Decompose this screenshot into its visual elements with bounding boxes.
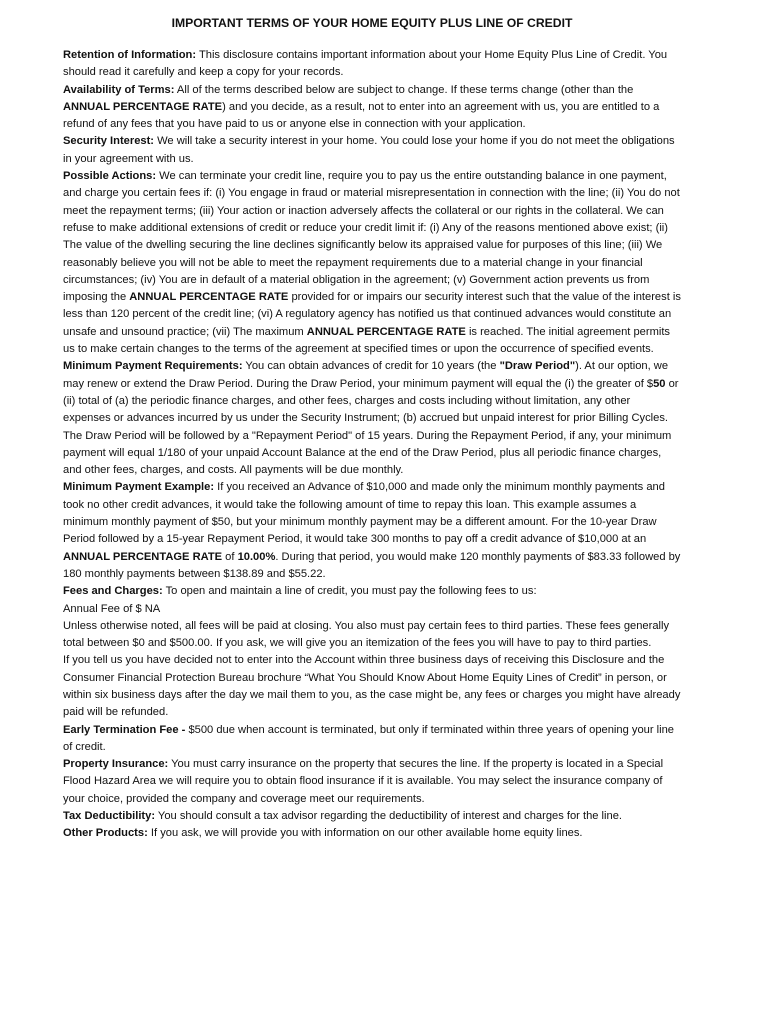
section-other-products (63, 825, 681, 842)
section-bold-text: Early Termination Fee - (63, 723, 186, 736)
section-bold-text: Security Interest: (63, 135, 155, 148)
section-text: provided for or impairs our security interest such that the value of the interest is less than 120 percent of the credit line; (vi) A regulatory agency has notified us that continued advances would constitute an unsafe and unsound practice; (vii) The maximum (63, 291, 681, 338)
section-possible-actions (63, 168, 681, 358)
section-refund-notice (63, 652, 681, 721)
section-bold-text: Retention of Information: (63, 49, 197, 61)
document-title: IMPORTANT TERMS OF YOUR HOME EQUITY PLUS LINE OF CREDIT (171, 16, 573, 30)
section-minimum-payment-requirements (63, 358, 681, 479)
section-bold-text: "Draw Period" (499, 360, 576, 373)
section-annual-fee (63, 601, 681, 618)
section-text: ). At our option, we may renew or extend the Draw Period. During the Draw Period, your minimum payment will equal the (i) the greater of $ (63, 360, 669, 390)
section-bold-text: ANNUAL PERCENTAGE RATE (63, 550, 223, 563)
section-text: . During that period, you would make 120 monthly payments of $83.33 followed by 180 monthly payments between $138.89 and $55.22. (63, 550, 681, 580)
section-bold-text: Possible Actions: (63, 170, 157, 183)
section-bold-text: 50 (653, 377, 666, 390)
section-text: You can obtain advances of credit for 10 years (the (242, 360, 500, 373)
section-text: If you ask, we will provide you with information on our other available home equity lines. (147, 827, 583, 840)
section-bold-text: ANNUAL PERCENTAGE RATE (129, 291, 289, 304)
section-tax-deductibility (63, 808, 681, 825)
section-bold-text: Minimum Payment Example: (63, 481, 215, 494)
section-bold-text: Fees and Charges: (63, 585, 163, 598)
section-early-termination-fee (63, 722, 681, 757)
section-bold-text: Availability of Terms: (63, 83, 175, 96)
section-text: To open and maintain a line of credit, you must pay the following fees to us: (162, 585, 537, 598)
section-text: If you received an Advance of $10,000 and made only the minimum monthly payments and took no other credit advances, it would take the following amount of time to repay this loan. This example assumes a minimum monthly payment of $50, but your minimum monthly payment may be a different amount. For the 10-year Draw Period followed by a 15-year Repayment Period, it would take 300 months to pay off a credit advance of $10,000 at an (63, 481, 665, 546)
terms-body (63, 47, 681, 843)
section-bold-text: 10.00% (237, 550, 276, 563)
section-text: We will take a security interest in your home. You could lose your home if you do not meet the obligations in your agreement with us. (63, 135, 675, 165)
section-retention-of-information (63, 47, 681, 82)
section-availability-of-terms (63, 82, 681, 134)
section-bold-text: ANNUAL PERCENTAGE RATE (306, 325, 466, 338)
section-text: If you tell us you have decided not to enter into the Account within three business days of receiving this Disclosure and the Consumer Financial Protection Bureau brochure “What You Should Know About Home Equity Lines of Credit” in person, or within six business days after the day we mail them to you, as the case might be, any fees or charges you might have already paid will be refunded. (63, 654, 681, 719)
section-bold-text: ANNUAL PERCENTAGE RATE (63, 100, 223, 113)
section-property-insurance (63, 756, 681, 808)
section-bold-text: Property Insurance: (63, 758, 169, 771)
section-text: Annual Fee of $ NA (63, 602, 161, 615)
section-fees-and-charges (63, 583, 681, 600)
section-text: You must carry insurance on the property that secures the line. If the property is located in a Special Flood Hazard Area we will require you to obtain flood insurance if it is available. You may select the insurance company of your choice, provided the company and coverage meet our requirements. (63, 758, 664, 805)
section-bold-text: Minimum Payment Requirements: (63, 360, 243, 373)
section-text: This disclosure contains important information about your Home Equity Plus Line of Credit. You should read it carefully and keep a copy for your records. (63, 49, 668, 79)
section-text: of (222, 550, 238, 563)
section-security-interest (63, 133, 681, 168)
section-text: Unless otherwise noted, all fees will be paid at closing. You also must pay certain fees to third parties. These fees generally total between $0 and $500.00. If you ask, we will give you an itemization of the fees you will have to pay to third parties. (63, 619, 670, 650)
section-bold-text: Tax Deductibility: (63, 810, 156, 823)
section-text: $500 due when account is terminated, but only if terminated within three years of opening your line of credit. (63, 723, 674, 753)
section-minimum-payment-example (63, 479, 681, 583)
section-text: We can terminate your credit line, require you to pay us the entire outstanding balance in one payment, and charge you certain fees if: (i) You engage in fraud or material misrepresentation in connection with the line; (ii) You do not meet the repayment terms; (iii) Your action or inaction adversely affects the collateral or our rights in the collateral. We can refuse to make additional extensions of credit or reduce your credit limit if: (i) Any of the reasons mentioned above exist; (ii) The value of the dwelling securing the line declines significantly below its appraised value for purposes of this line; (iii) We reasonably believe you will not be able to meet the repayment requirements due to a material change in your financial circumstances; (iv) You are in default of a material obligation in the agreement; (v) Government action prevents us from imposing the (63, 170, 680, 304)
section-bold-text: Other Products: (63, 827, 148, 840)
section-text: or (ii) total of (a) the periodic finance charges, and other fees, charges and costs including without limitation, any other expenses or advances incurred by us under the Security Instrument; (b) accrued but unpaid interest for prior Billing Cycles. The Draw Period will be followed by a "Repayment Period" of 15 years. During the Repayment Period, if any, your minimum payment will equal 1/180 of your unpaid Account Balance at the end of the Draw Period, plus all periodic finance charges, and other fees, charges, and costs. All payments will be due monthly. (63, 377, 679, 477)
section-text: is reached. The initial agreement permits us to make certain changes to the terms of the agreement at specified times or upon the occurrence of specified events. (63, 325, 670, 356)
section-text: You should consult a tax advisor regarding the deductibility of interest and charges for the line. (155, 810, 622, 823)
section-third-party-fees (63, 618, 681, 653)
section-text: All of the terms described below are subject to change. If these terms change (other than the (174, 83, 634, 96)
section-text: ) and you decide, as a result, not to enter into an agreement with us, you are entitled to a refund of any fees that you have paid to us or anyone else in connection with your application. (63, 100, 660, 131)
